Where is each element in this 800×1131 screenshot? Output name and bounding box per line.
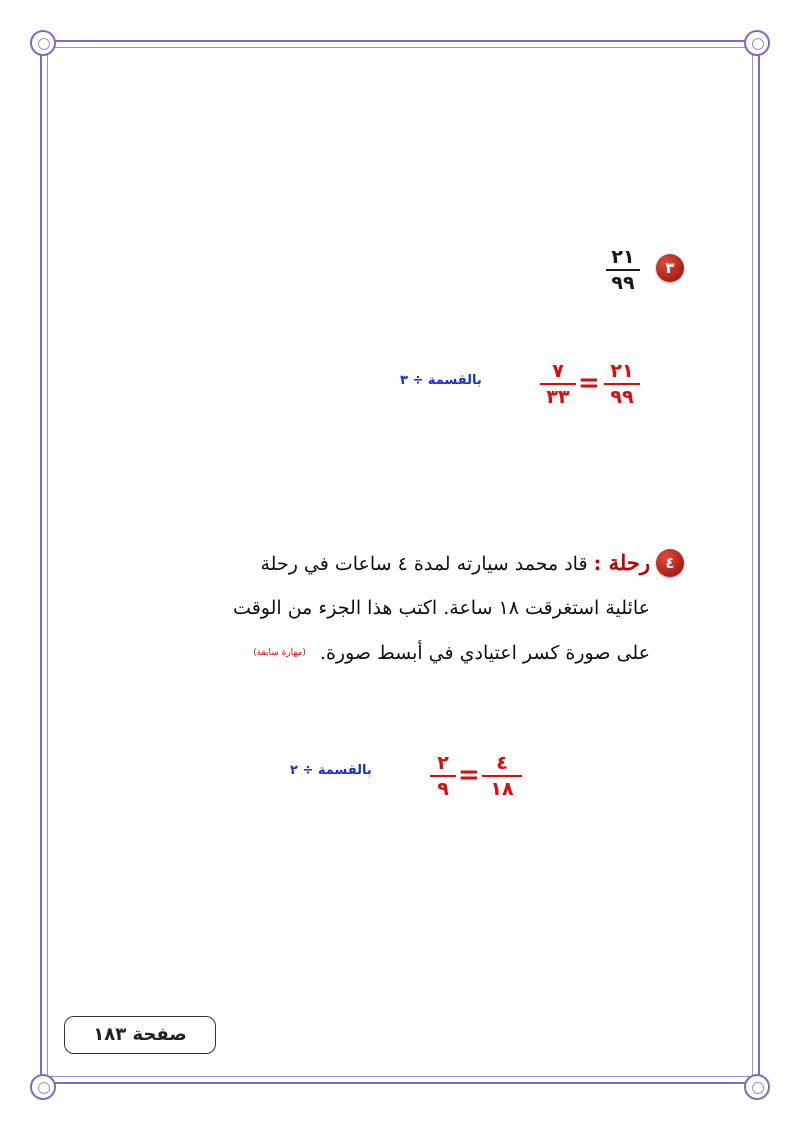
corner-ornament-bottom-right [744,1074,770,1100]
problem-3-solution-left-fraction [540,360,576,408]
fraction-bar [606,269,640,271]
problem-4-text-1: قاد محمد سيارته لمدة ٤ ساعات في رحلة [260,553,588,575]
fraction-denominator: ٩ [437,778,449,800]
problem-3-equals-sign: = [578,368,600,398]
fraction-numerator: ٢ [437,752,449,774]
fraction-numerator: ٢١ [610,360,634,382]
fraction-denominator: ٩٩ [610,386,634,408]
problem-4-solution-right-fraction [482,752,522,800]
page-number-box: صفحة ١٨٣ [64,1016,216,1054]
problem-4-division-note: بالقسمة ÷ ٢ [290,763,372,778]
fraction-numerator: ٤ [496,752,508,774]
fraction-bar [482,775,522,777]
problem-4-equals-sign: = [458,760,480,790]
problem-4-line-3 [253,633,650,673]
problem-3-division-note: بالقسمة ÷ ٣ [400,373,482,388]
problem-4-solution-left-fraction [430,752,456,800]
corner-ornament-top-left [30,30,56,56]
problem-4-line-1 [260,543,650,584]
problem-4-title: رحلة : [593,550,650,575]
fraction-bar [430,775,456,777]
fraction-numerator: ٧ [552,360,564,382]
problem-3-solution-right-fraction [604,360,640,408]
fraction-denominator: ٣٣ [546,386,570,408]
corner-ornament-top-right [744,30,770,56]
fraction-bar [540,383,576,385]
problem-4-text-3: على صورة كسر اعتيادي في أبسط صورة. [319,642,650,664]
fraction-denominator: ١٨ [490,778,514,800]
prior-skill-tag: (مهارة سابقة) [253,648,306,658]
fraction-bar [604,383,640,385]
problem-3-badge: ٣ [656,254,684,282]
fraction-numerator: ٢١ [611,246,635,268]
fraction-denominator: ٩٩ [611,272,635,294]
corner-ornament-bottom-left [30,1074,56,1100]
problem-3-fraction [606,246,640,294]
problem-4-line-2: عائلية استغرقت ١٨ ساعة. اكتب هذا الجزء من الوقت [233,597,650,619]
problem-4-badge: ٤ [656,549,684,577]
